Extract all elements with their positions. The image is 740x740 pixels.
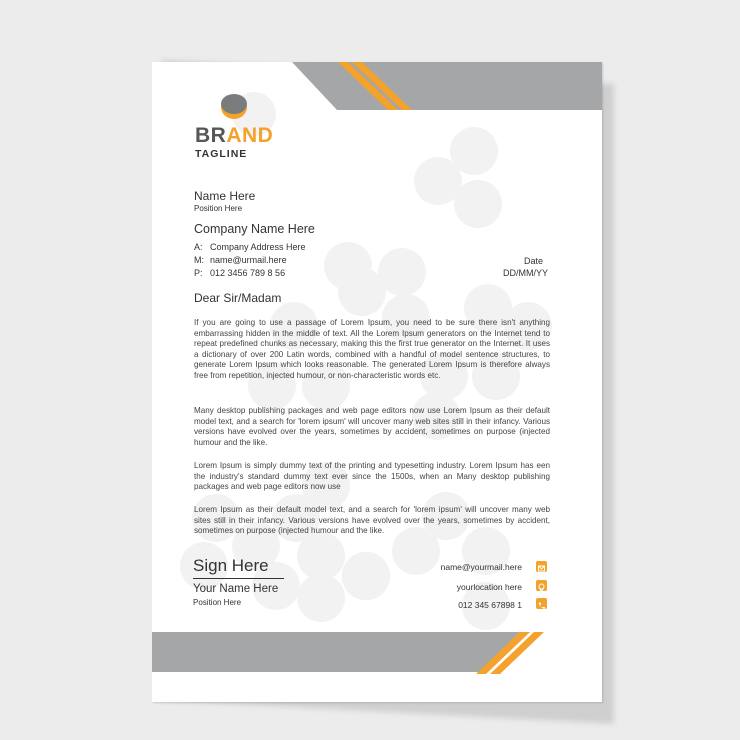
company-name: Company Name Here	[194, 222, 315, 236]
brand-name: BRAND	[195, 124, 274, 147]
brand-logo-icon	[220, 93, 256, 123]
footer-band	[152, 632, 602, 702]
signature: Sign Here	[193, 556, 269, 575]
company-address-label: A:	[194, 242, 203, 252]
phone-icon	[536, 598, 547, 609]
body-paragraph-4: Lorem Ipsum as their default model text, and a search for 'lorem ipsum' will uncover many web sites still in their infancy. Various versions have evolved over the years, sometimes by accident, sometimes on purpose (injected humour and the like.	[194, 505, 550, 535]
body-paragraph-3: Lorem Ipsum is simply dummy text of the printing and typesetting industry. Lorem Ipsum has een the industry's standard dummy text ever since the 1500s, when an Many desktop publishing packages and web page editors now use	[194, 461, 550, 491]
company-address: Company Address Here	[210, 242, 306, 252]
footer-phone: 012 345 67898 1	[458, 600, 522, 610]
footer-email: name@yourmail.here	[440, 562, 522, 572]
footer-location: yourlocation here	[456, 582, 522, 592]
date-label: Date	[523, 256, 543, 266]
mail-icon	[536, 561, 547, 572]
date-value: DD/MM/YY	[503, 268, 548, 278]
body-paragraph-1: If you are going to use a passage of Lorem Ipsum, you need to be sure there isn't anything embarrassing hidden in the middle of text. All the Lorem Ipsum generators on the Internet tend to repeat predefined chunks as necessary, making this the first true generator on the Internet. It uses a dictionary of over 200 Latin words, combined with a handful of model sentence structures, to generate Lorem Ipsum which looks reasonable. The generated Lorem Ipsum is therefore always free from repetition, injected humour, or non-characteristic words etc.	[194, 318, 550, 380]
signer-position: Position Here	[193, 598, 242, 607]
greeting: Dear Sir/Madam	[194, 291, 282, 305]
body-paragraph-2: Many desktop publishing packages and web page editors now use Lorem Ipsum as their default model text, and a search for 'lorem ipsum' will uncover many web sites still in their infancy. Various versions have evolved over the years, sometimes by accident, sometimes on purpose (injected humour and the like.	[194, 406, 550, 447]
signer-name: Your Name Here	[193, 583, 279, 595]
letterhead-page	[152, 62, 602, 702]
sender-name: Name Here	[194, 189, 256, 203]
company-phone: 012 3456 789 8 56	[210, 268, 286, 278]
company-phone-label: P:	[194, 268, 203, 278]
brand-tagline: TAGLINE	[195, 148, 248, 160]
company-mail-label: M:	[194, 255, 204, 265]
company-mail: name@urmail.here	[210, 255, 287, 265]
sender-position: Position Here	[194, 204, 243, 213]
signature-line	[193, 578, 284, 579]
location-pin-icon	[536, 580, 547, 591]
